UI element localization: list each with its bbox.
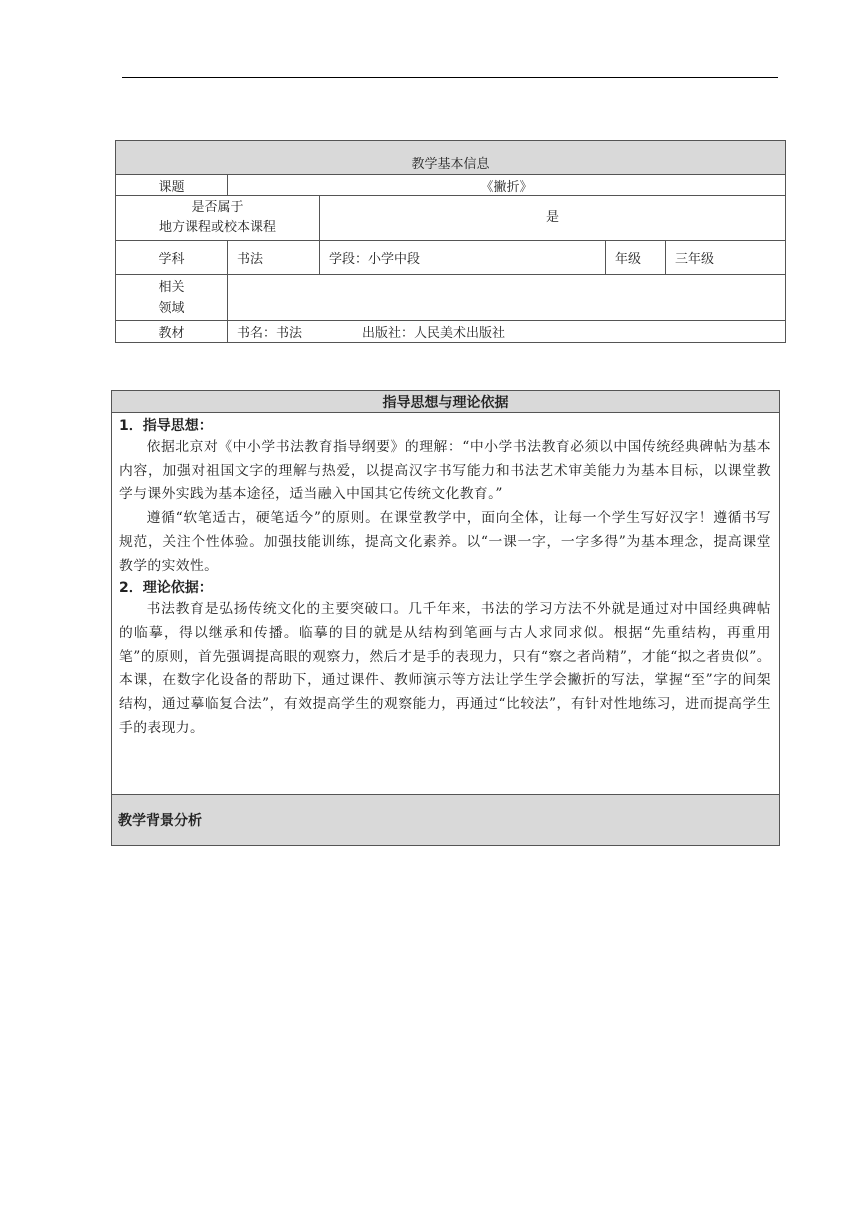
section2-paragraph-1: 书法教育是弘扬传统文化的主要突破口。几千年来，书法的学习方法不外就是通过对中国经典碑帖的临摹，得以继承和传播。临摹的目的就是从结构到笔画与古人求同求似。根据“先重结构，再重用笔”的原则，首先强调提高眼的观察力，然后才是手的表现力，只有“察之者尚精”，才能“拟之者贵似”。本课，在数字化设备的帮助下，通过课件、教师演示等方法让学生学会撇折的写法，掌握“至”字的间架结构，通过摹临复合法”，有效提高学生的观察能力，再通过“比较法”，有针对性地练习，进而提高学生手的表现力。	[119, 601, 771, 736]
section1-paragraph-1: 依据北京对《中小学书法教育指导纲要》的理解：“中小学书法教育必须以中国传统经典碑帖为基本内容，加强对祖国文字的理解与热爱，以提高汉字书写能力和书法艺术审美能力为基本目标，以课堂教学与课外实践为基本途径，适当融入中国其它传统文化教育。”	[119, 439, 771, 503]
guidance-title: 指导思想与理论依据	[112, 391, 780, 413]
header-rule	[122, 77, 778, 78]
local-course-value: 是	[320, 196, 786, 241]
topic-value: 《撇折》	[228, 175, 786, 196]
related-label-line1: 相关	[158, 279, 185, 295]
local-course-label-line2: 地方课程或校本课程	[158, 220, 276, 235]
material-value	[228, 321, 786, 343]
related-label	[116, 275, 228, 321]
book-name: 书名：书法	[237, 326, 303, 341]
subject-value: 书法	[228, 241, 320, 275]
subject-label: 学科	[116, 241, 228, 275]
stage-value: 学段：小学中段	[320, 241, 606, 275]
section1-paragraph-2: 遵循“软笔适古，硬笔适今”的原则。在课堂教学中，面向全体，让每一个学生写好汉字！遵循书写规范，关注个性体验。加强技能训练，提高文化素养。以“一课一字，一字多得”为基本理念，提高课堂教学的实效性。	[119, 510, 771, 574]
publisher: 出版社：人民美术出版社	[362, 326, 506, 341]
topic-label: 课题	[116, 175, 228, 196]
basic-info-title: 教学基本信息	[116, 141, 786, 175]
section2-heading: 2．理论依据：	[119, 580, 213, 597]
grade-value: 三年级	[666, 241, 786, 275]
section1-heading: 1．指导思想：	[119, 418, 213, 434]
basic-info-table	[115, 140, 786, 343]
local-course-label	[116, 196, 320, 241]
related-value	[228, 275, 786, 321]
guidance-table	[111, 390, 780, 846]
material-label: 教材	[116, 321, 228, 343]
guidance-body	[112, 413, 780, 795]
related-label-line2: 领域	[158, 300, 185, 316]
grade-label: 年级	[606, 241, 666, 275]
background-title: 教学背景分析	[112, 795, 780, 846]
local-course-label-line1: 是否属于	[191, 200, 244, 215]
